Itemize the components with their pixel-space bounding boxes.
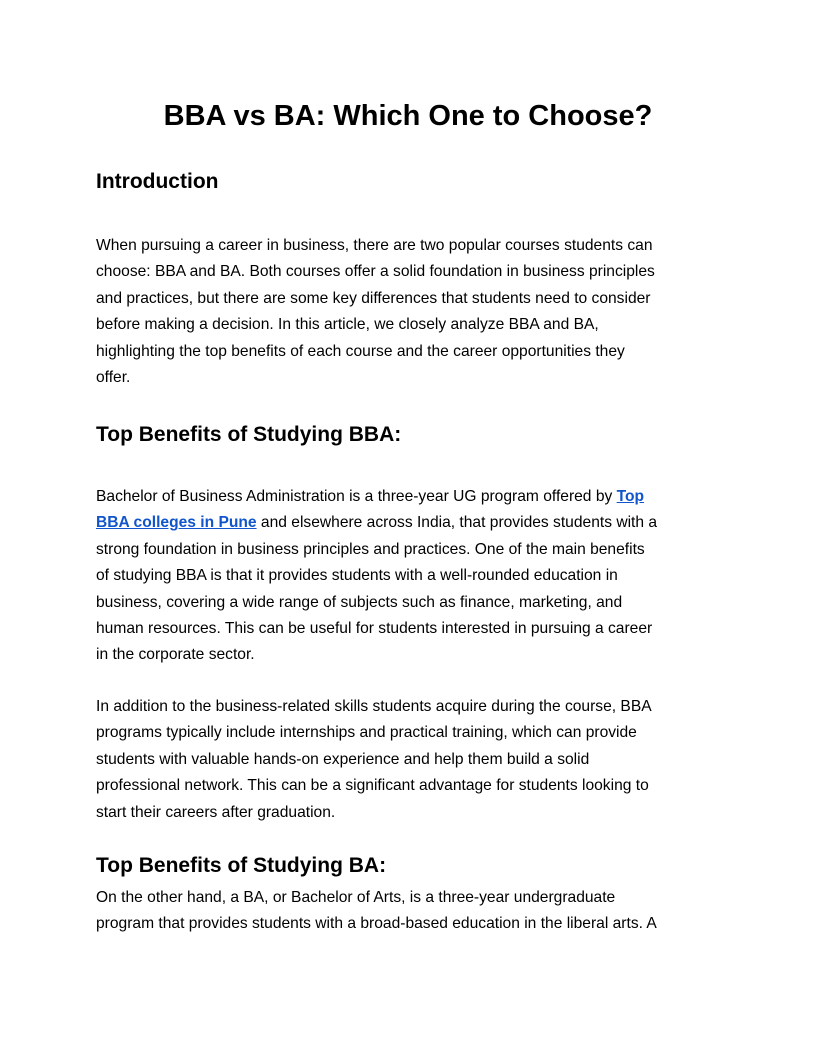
text-line: offer. <box>96 369 131 387</box>
bba-paragraph-1 <box>96 484 728 669</box>
text-line: On the other hand, a BA, or Bachelor of Arts, is a three-year undergraduate <box>96 889 616 906</box>
text-line: start their careers after graduation. <box>96 803 336 821</box>
text-line: In addition to the business-related skills students acquire during the course, BBA <box>96 698 652 715</box>
text-line: human resources. This can be useful for students interested in pursuing a career <box>96 620 653 638</box>
introduction-paragraph <box>96 233 728 391</box>
ba-paragraph <box>96 885 728 938</box>
text-line: professional network. This can be a significant advantage for students looking to <box>96 777 649 795</box>
text-segment: Bachelor of Business Administration is a three-year UG program offered by <box>96 488 617 505</box>
introduction-heading: Introduction <box>96 170 219 193</box>
text-line: business, covering a wide range of subjects such as finance, marketing, and <box>96 593 623 611</box>
text-line: strong foundation in business principles and practices. One of the main benefits <box>96 540 645 558</box>
text-line: programs typically include internships and practical training, which can provide <box>96 724 637 742</box>
text-segment: and elsewhere across India, that provides students with a <box>256 514 658 532</box>
text-line: highlighting the top benefits of each course and the career opportunities they <box>96 342 625 360</box>
bba-benefits-heading: Top Benefits of Studying BBA: <box>96 423 402 446</box>
bba-paragraph-2 <box>96 694 728 826</box>
text-line: choose: BBA and BA. Both courses offer a solid foundation in business principles <box>96 263 655 281</box>
top-bba-colleges-pune-link-part1[interactable]: Top <box>616 488 645 505</box>
text-line <box>96 510 728 536</box>
text-line: When pursuing a career in business, there are two popular courses students can <box>96 237 653 254</box>
page-title: BBA vs BA: Which One to Choose? <box>163 100 653 132</box>
text-line <box>96 484 728 510</box>
ba-benefits-heading: Top Benefits of Studying BA: <box>96 854 387 877</box>
text-line: and practices, but there are some key differences that students need to consider <box>96 289 651 307</box>
text-line: before making a decision. In this article, we closely analyze BBA and BA, <box>96 316 599 334</box>
text-line: of studying BBA is that it provides students with a well-rounded education in <box>96 567 618 585</box>
text-line: students with valuable hands-on experience and help them build a solid <box>96 750 590 768</box>
text-line: in the corporate sector. <box>96 646 255 664</box>
top-bba-colleges-pune-link-part2[interactable]: BBA colleges in Pune <box>96 514 257 532</box>
text-line: program that provides students with a broad-based education in the liberal arts. A <box>96 915 657 933</box>
